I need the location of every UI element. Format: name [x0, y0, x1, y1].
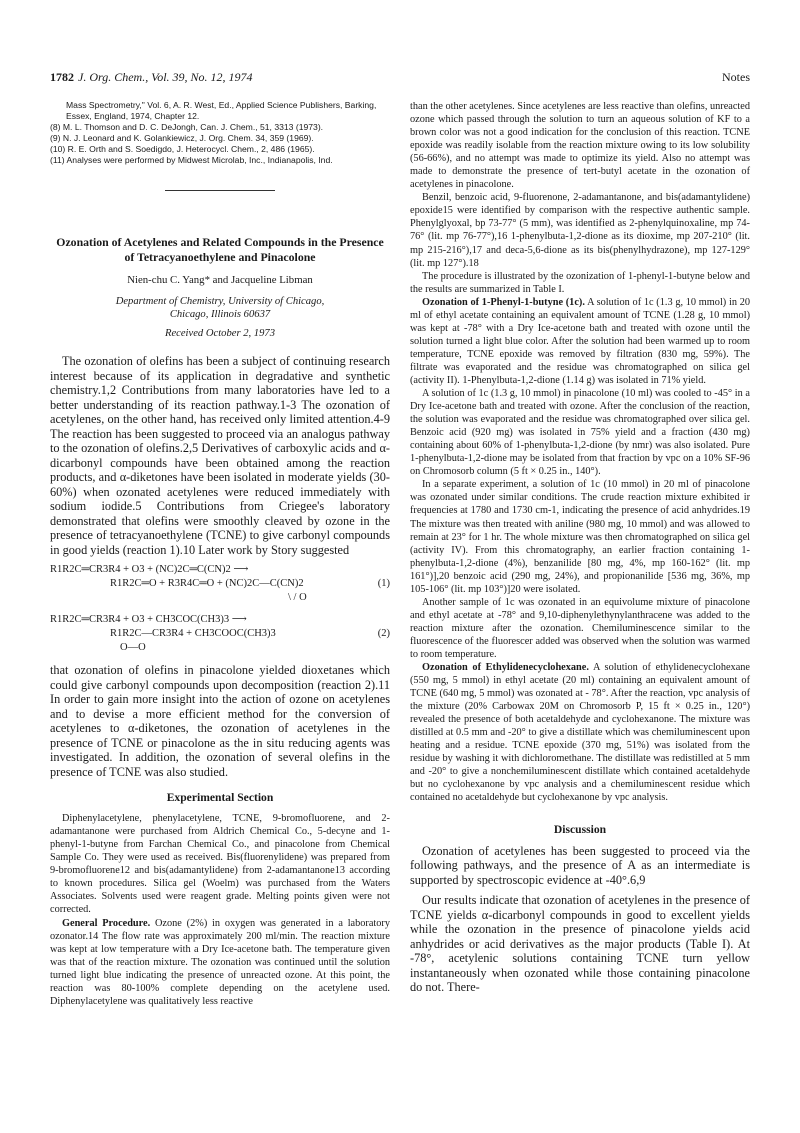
page-number: 1782	[50, 70, 74, 84]
paragraph-text: A solution of ethylidenecyclohexane (550 mg, 5 mmol) in ethyl acetate (20 ml) containing an equivalent amount of TCNE (640 mg, 5 mmol) was ozonated at - 78°. After the reaction, vpc analysis of the mixture (20% Carbowax 20M on Chromosorb P, 15 ft × 0.25 in., 120°) revealed the presence of both acetaldehyde and cyclohexanone. The mixture was distilled at 0.5 mm and -20° to give a distillate which was chemiluminescent upon heating and a residue. TCNE epoxide (370 mg, 51%) was isolated from the residue by washing it with dichloromethane. The distillate was redistilled at 5 mm and -20° to give a nonchemiluminescent distillate which contained acetaldehyde but no cyclohexanone by vpc analysis and a chemiluminescent residue which contained no acetaldehyde but cyclohexanone by vpc analysis.	[410, 662, 750, 804]
body-paragraph: Another sample of 1c was ozonated in an equivolume mixture of pinacolone and ethyl acetate at -78° and 9,10-diphenylethynylanthracene was added to the reaction mixture after the ozonation. Chemiluminescence similar to the fluorescence of the fluorescer added was observed when the solution was warmed to room temperature.	[410, 596, 750, 660]
equation-line: R1R2C—CR3R4 + CH3COOC(CH3)3	[110, 628, 276, 640]
reaction-equation-1	[50, 563, 390, 605]
reaction-equation-2	[50, 613, 390, 655]
author-list: Nien-chu C. Yang* and Jacqueline Libman	[127, 274, 313, 286]
body-paragraph: In a separate experiment, a solution of 1c (10 mmol) in 20 ml of pinacolone was ozonated under similar conditions. The crude reaction mixture exhibited ir frequencies at 1780 and 1730 cm-1, indicating the presence of acid anhydrides.19 The mixture was then treated with aniline (980 mg, 10 mmol) and was allowed to remain at 23° for 1 hr. The whole mixture was then chromatographed on silica gel (activity IV). From this chromatography, an earlier fraction containing 1-phenylbuta-1,2-dione (4%), benzanilide [80 mg, 4%, mp 160-162° (lit. mp 161°)],20 benzoic acid (290 mg, 24%), and propionanilide [536 mg, 36%, mp 105-106° (lit. mp 103°)]20 were isolated.	[410, 479, 750, 595]
paragraph-text: A solution of 1c (1.3 g, 10 mmol) in 20 ml of ethyl acetate containing an equivalent amount of TCNE (1.28 g, 10 mmol) was kept at -78° with a Dry Ice-acetone bath and treated with ozone until the solution turned a light blue color. After the solution had been warmed up to room temperature, TCNE epoxide was removed by filtration (830 mg, 59%). The filtrate was evaporated and the residue was chromatographed on silica gel (activity II). 1-Phenylbuta-1,2-dione (1.14 g) was isolated in 71% yield.	[410, 296, 750, 386]
journal-citation	[78, 70, 253, 85]
volume-issue: Vol. 39, No. 12, 1974	[151, 70, 253, 84]
equation-line: R1R2C═CR3R4 + O3 + CH3COC(CH3)3 ⟶	[50, 614, 247, 626]
reference-item: (9) N. J. Leonard and K. Golankiewicz, J. Org. Chem. 34, 359 (1969).	[50, 133, 314, 143]
body-paragraph: A solution of 1c (1.3 g, 10 mmol) in pinacolone (10 ml) was cooled to -45° in a Dry Ice-acetone bath and treated with ozone. After the conclusion of the reaction, the solution was evaporated and the residue was chromatographed over silica gel. Benzoic acid (920 mg) was isolated in 75% yield and a fraction (430 mg) containing about 60% of 1-phenylbuta-1,2-dione (by nmr) was also isolated. Pure 1-phenylbuta-1,2-dione may be isolated from that fraction by vpc on a 10% SF-96 on Chromosorb column (5 ft × 0.25 in., 140°).	[410, 388, 750, 478]
reference-item: Mass Spectrometry," Vol. 6, A. R. West, Ed., Applied Science Publishers, Barking, Essex, England, 1974, Chapter 12.	[66, 100, 377, 121]
reference-item: (11) Analyses were performed by Midwest Microlab, Inc., Indianapolis, Ind.	[50, 155, 333, 165]
section-heading: Experimental Section	[166, 791, 274, 805]
intro-paragraph: that ozonation of olefins in pinacolone yielded dioxetanes which could give carbonyl compounds upon decomposition (reaction 2).11 In order to gain more insight into the action of ozone on acetylenes and to devise a more efficient method for the conversion of acetylenes to α-diketones, the ozonation of acetylenes in the presence of TCNE or pinacolone as the in situ reducing agents was investigated. In addition, the ozonation of several olefins in the presence of TCNE was also studied.	[50, 663, 390, 779]
received-date: Received October 2, 1973	[164, 328, 275, 340]
body-paragraph: than the other acetylenes. Since acetylenes are less reactive than olefins, unreacted ozone which passed through the solution to turn an aqueous solution of KF to a brown color was not a good indication for the conclusion of this reaction. TCNE epoxide was readily isolable from the reaction mixture owing to its low solubility (56-66%), and no attempt was made to optimize its yield. Also no attempt was made to demonstrate the presence of tert-butyl acetate in the ozonation of acetylenes in pinacolone.	[410, 101, 750, 191]
journal-name: J. Org. Chem.,	[78, 70, 149, 84]
running-header	[50, 70, 750, 90]
affiliation	[50, 295, 390, 321]
equation-number: (1)	[377, 578, 390, 590]
body-paragraph: Benzil, benzoic acid, 9-fluorenone, 2-adamantanone, and bis(adamantylidene) epoxide15 were identified by comparison with the respective authentic sample. Phenylglyoxal, bp 73-77° (5 mm), was identified as 2-phenylquinoxaline, mp 74-76° (lit. mp 76-77°),16 1-phenylbuta-1,2-dione as its dioxime, mp 207-210° (lit. mp 215-216°),17 and deca-5,6-dione as its bis(phenylhydrazone), mp 127-129° (lit. mp 127°).18	[410, 192, 750, 269]
equation-ring: \ / O	[288, 592, 307, 604]
body-paragraph	[50, 917, 390, 1008]
article-title: Ozonation of Acetylenes and Related Compounds in the Presence of Tetracyanoethylene and Pinacolone	[56, 235, 384, 264]
equation-ring: O—O	[120, 642, 146, 654]
run-in-heading: Ozonation of 1-Phenyl-1-butyne (1c).	[422, 296, 585, 308]
equation-line: R1R2C═O + R3R4C═O + (NC)2C—C(CN)2	[110, 578, 304, 590]
body-paragraph: The procedure is illustrated by the ozonization of 1-phenyl-1-butyne below and the results are summarized in Table I.	[410, 270, 750, 295]
right-column	[410, 100, 750, 995]
run-in-heading: Ozonation of Ethylidenecyclohexane.	[422, 662, 589, 674]
discussion-paragraph: Ozonation of acetylenes has been suggested to proceed via the following pathways, and the presence of A as an intermediate is supported by spectroscopic evidence at -40°.6,9	[410, 843, 750, 887]
run-in-heading: General Procedure.	[62, 917, 151, 929]
reference-item: (10) R. E. Orth and S. Soedigdo, J. Heterocycl. Chem., 2, 486 (1965).	[50, 144, 315, 154]
equation-number: (2)	[377, 628, 390, 640]
section-divider	[165, 190, 275, 191]
body-paragraph	[410, 296, 750, 387]
section-heading: Discussion	[553, 822, 607, 836]
left-column	[50, 100, 390, 1008]
affiliation-line: Chicago, Illinois 60637	[169, 309, 271, 321]
paragraph-text: Ozone (2%) in oxygen was generated in a laboratory ozonator.14 The flow rate was approximately 200 ml/min. The reaction mixture was kept at low temperature with a Dry Ice-acetone bath. The temperature given was that of the reaction mixture. The ozonation was continued until the solution turned light blue indicating the presence of unreacted ozone. At this point, the reaction was 80-100% complete depending on the acetylene used. Diphenylacetylene was qualitatively less reactive	[50, 917, 391, 1007]
intro-paragraph: The ozonation of olefins has been a subject of continuing research interest because of its application in degradative and synthetic chemistry.1,2 Contributions from many laboratories have led to a better understanding of its reaction pathway.1-3 The ozonation of acetylenes, on the other hand, has received only limited attention.4-9 The reaction has been suggested to proceed via an analogus pathway to the ozonation of olefins.2,5 Derivatives of carboxylic acids and α-dicarbonyl compounds have been obtained among the reaction products, and α-diketones have been isolated in moderate yields (30-60%) when ozonated acetylenes were reduced immediately with sodium iodide.5 Contributions from Criegee's laboratory demonstrated that olefins were smoothly cleaved by ozone in the presence of tetracyanoethylene (TCNE) to give carbonyl compounds in good yields (reaction 1).10 Later work by Story suggested	[50, 354, 390, 557]
section-label: Notes	[722, 70, 750, 84]
affiliation-line: Department of Chemistry, University of Chicago,	[115, 296, 325, 308]
discussion-paragraph: Our results indicate that ozonation of acetylenes in the presence of TCNE yields α-dicarbonyl compounds in good to excellent yields while the ozonation in the presence of pinacolone yields acid anhydrides or acid derivatives as the major products (Table I). At -78°, acetylenic solutions containing TCNE turn yellow instantaneously when ozonated while those containing pinacolone do not. There-	[410, 893, 750, 995]
body-paragraph	[410, 661, 750, 805]
equation-line: R1R2C═CR3R4 + O3 + (NC)2C═C(CN)2 ⟶	[50, 564, 249, 576]
body-paragraph: Diphenylacetylene, phenylacetylene, TCNE, 9-bromofluorene, and 2-adamantanone were purchased from Aldrich Chemical Co., 5-decyne and 1-phenyl-1-butyne from Farchan Chemical Co., and pinacolone from Chemical Sample Co. They were used as received. Bis(fluorenylidene) was prepared from 9-bromofluorene12 and bis(adamantylidene) from 2-adamantanone13 according to known procedures. Silica gel (Woelm) was purchased from the Waters Associates. Solvents used were reagent grade. Melting points given were not corrected.	[50, 813, 390, 916]
reference-item: (8) M. L. Thomson and D. C. DeJongh, Can. J. Chem., 51, 3313 (1973).	[50, 122, 324, 132]
reference-list	[50, 100, 390, 166]
